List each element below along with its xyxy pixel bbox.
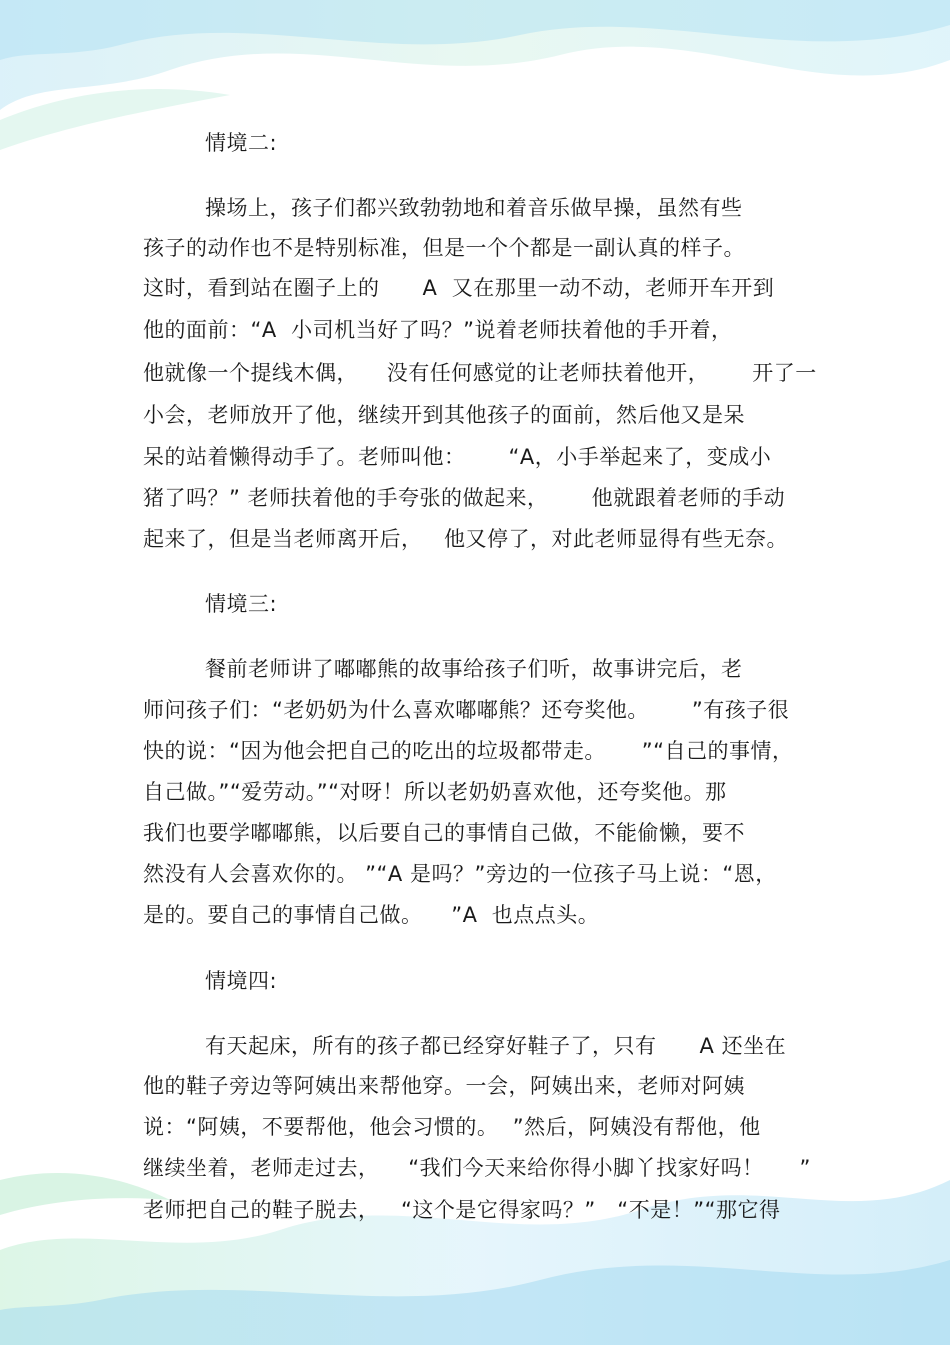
paragraph-line: 孩子的动作也不是特别标准，但是一个个都是一副认真的样子。: [143, 236, 745, 260]
paragraph-line: 餐前老师讲了嘟嘟熊的故事给孩子们听，故事讲完后，老: [205, 657, 743, 681]
paragraph-line: 他的面前：“A 小司机当好了吗？”说着老师扶着他的手开着，: [143, 318, 733, 342]
paragraph-line: 是的。要自己的事情自己做。 ”A 也点点头。: [143, 903, 600, 927]
paragraph-line: 呆的站着懒得动手了。老师叫他： “A，小手举起来了，变成小: [143, 445, 772, 469]
paragraph-line: 然没有人会喜欢你的。 ”“A 是吗？”旁边的一位孩子马上说：“恩，: [143, 862, 777, 886]
paragraph-line: 自己做。”“爱劳动。”“对呀！所以老奶奶喜欢他，还夸奖他。那: [143, 780, 727, 804]
paragraph-line: 师问孩子们：“老奶奶为什么喜欢嘟嘟熊？还夸奖他。 ”有孩子很: [143, 698, 790, 722]
paragraph-line: 他就像一个提线木偶， 没有任何感觉的让老师扶着他开， 开了一: [143, 361, 817, 385]
section-heading: 情境二:: [205, 131, 278, 155]
paragraph-line: 他的鞋子旁边等阿姨出来帮他穿。一会，阿姨出来，老师对阿姨: [143, 1074, 745, 1098]
paragraph-line: 操场上，孩子们都兴致勃勃地和着音乐做早操，虽然有些: [205, 196, 743, 220]
paragraph-line: 小会，老师放开了他，继续开到其他孩子的面前，然后他又是呆: [143, 403, 745, 427]
paragraph-line: 我们也要学嘟嘟熊，以后要自己的事情自己做，不能偷懒，要不: [143, 821, 745, 845]
section-heading: 情境四:: [205, 969, 278, 993]
paragraph-line: 快的说：“因为他会把自己的吃出的垃圾都带走。 ”“自己的事情，: [143, 739, 794, 763]
paragraph-line: 有天起床，所有的孩子都已经穿好鞋子了，只有 A 还坐在: [205, 1034, 787, 1058]
paragraph-line: 说：“阿姨，不要帮他，他会习惯的。 ”然后，阿姨没有帮他，他: [143, 1115, 761, 1139]
paragraph-line: 起来了，但是当老师离开后， 他又停了，对此老师显得有些无奈。: [143, 527, 789, 551]
paragraph-line: 继续坐着，老师走过去， “我们今天来给你得小脚丫找家好吗！ ”: [143, 1156, 811, 1180]
paragraph-line: 老师把自己的鞋子脱去， “这个是它得家吗？” “不是！”“那它得: [143, 1198, 781, 1222]
paragraph-line: 猪了吗？” 老师扶着他的手夸张的做起来， 他就跟着老师的手动: [143, 486, 786, 510]
section-heading: 情境三:: [205, 592, 278, 616]
paragraph-line: 这时，看到站在圈子上的 A 又在那里一动不动，老师开车开到: [143, 276, 775, 300]
